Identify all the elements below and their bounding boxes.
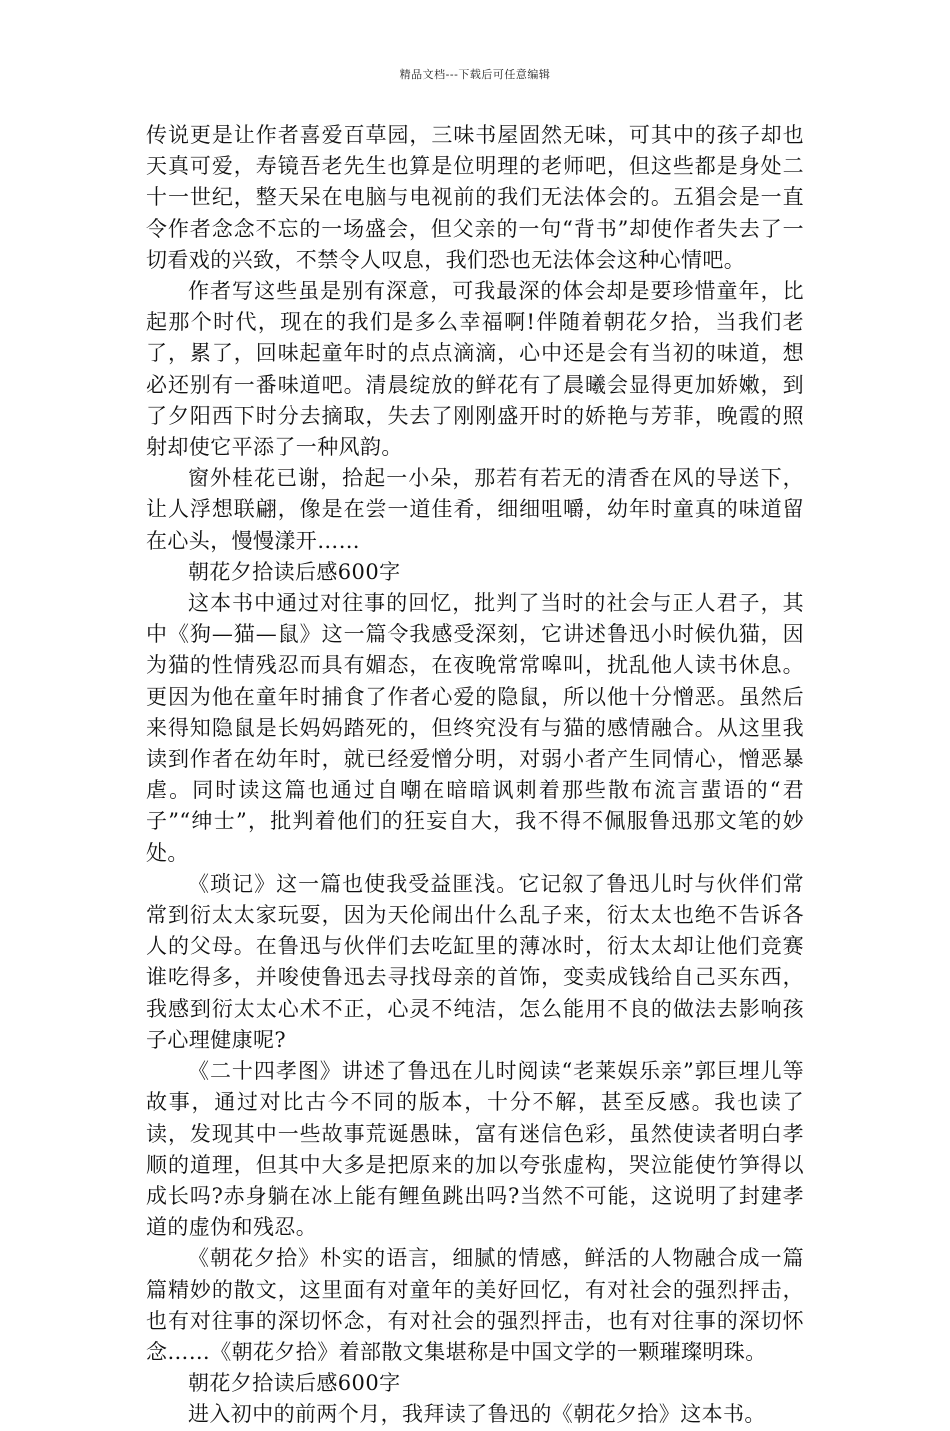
- paragraph: 《二十四孝图》讲述了鲁迅在儿时阅读“老莱娱乐亲”郭巨埋儿等故事，通过对比古今不同的版本，十分不解，甚至反感。我也读了读，发现其中一些故事荒诞愚昧，富有迷信色彩，虽然使读者明白孝顺的道理，但其中大多是把原来的加以夸张虚构，哭泣能使竹笋得以成长吗?赤身躺在冰上能有鲤鱼跳出吗?当然不可能，这说明了封建孝道的虚伪和残忍。: [146, 1059, 804, 1240]
- paragraph: 进入初中的前两个月，我拜读了鲁迅的《朝花夕拾》这本书。: [188, 1402, 766, 1427]
- section-title: 朝花夕拾读后感600字: [188, 559, 401, 584]
- page-header: 精品文档---下载后可任意编辑: [399, 68, 551, 81]
- paragraph: 《朝花夕拾》朴实的语言，细腻的情感，鲜活的人物融合成一篇篇精妙的散文，这里面有对童年的美好回忆，有对社会的强烈抨击，也有对往事的深切怀念，有对社会的强烈抨击，也有对往事的深切怀念……《朝花夕拾》着部散文集堪称是中国文学的一颗璀璨明珠。: [146, 1246, 804, 1364]
- paragraph-continued: 传说更是让作者喜爱百草园，三味书屋固然无味，可其中的孩子却也天真可爱，寿镜吾老先生也算是位明理的老师吧，但这些都是身处二十一世纪，整天呆在电脑与电视前的我们无法体会的。五猖会是一直令作者念念不忘的一场盛会，但父亲的一句“背书”却使作者失去了一切看戏的兴致，不禁令人叹息，我们恐也无法体会这种心情吧。: [146, 123, 804, 272]
- paragraph: 《琐记》这一篇也使我受益匪浅。它记叙了鲁迅儿时与伙伴们常常到衍太太家玩耍，因为天伦闹出什么乱子来，衍太太也绝不告诉各人的父母。在鲁迅与伙伴们去吃缸里的薄冰时，衍太太却让他们竞赛谁吃得多，并唆使鲁迅去寻找母亲的首饰，变卖成钱给自己买东西，我感到衍太太心术不正，心灵不纯洁，怎么能用不良的做法去影响孩子心理健康呢?: [146, 871, 804, 1052]
- paragraph: 作者写这些虽是别有深意，可我最深的体会却是要珍惜童年，比起那个时代，现在的我们是多么幸福啊!伴随着朝花夕拾，当我们老了，累了，回味起童年时的点点滴滴，心中还是会有当初的味道，想必还别有一番味道吧。清晨绽放的鲜花有了晨曦会显得更加娇嫩，到了夕阳西下时分去摘取，失去了刚刚盛开时的娇艳与芳菲，晚霞的照射却使它平添了一种风韵。: [146, 279, 804, 460]
- paragraph: 这本书中通过对往事的回忆，批判了当时的社会与正人君子，其中《狗—猫—鼠》这一篇令我感受深刻，它讲述鲁迅小时候仇猫，因为猫的性情残忍而具有媚态，在夜晚常常嗥叫，扰乱他人读书休息。更因为他在童年时捕食了作者心爱的隐鼠，所以他十分憎恶。虽然后来得知隐鼠是长妈妈踏死的，但终究没有与猫的感情融合。从这里我读到作者在幼年时，就已经爱憎分明，对弱小者产生同情心，憎恶暴虐。同时读这篇也通过自嘲在暗暗讽刺着那些散布流言蜚语的“君子”“绅士”，批判着他们的狂妄自大，我不得不佩服鲁迅那文笔的妙处。: [146, 591, 804, 865]
- document-body: [146, 120, 804, 1431]
- paragraph: 窗外桂花已谢，拾起一小朵，那若有若无的清香在风的导送下，让人浮想联翩，像是在尝一道佳肴，细细咀嚼，幼年时童真的味道留在心头，慢慢漾开……: [146, 466, 804, 553]
- section-title: 朝花夕拾读后感600字: [188, 1371, 401, 1396]
